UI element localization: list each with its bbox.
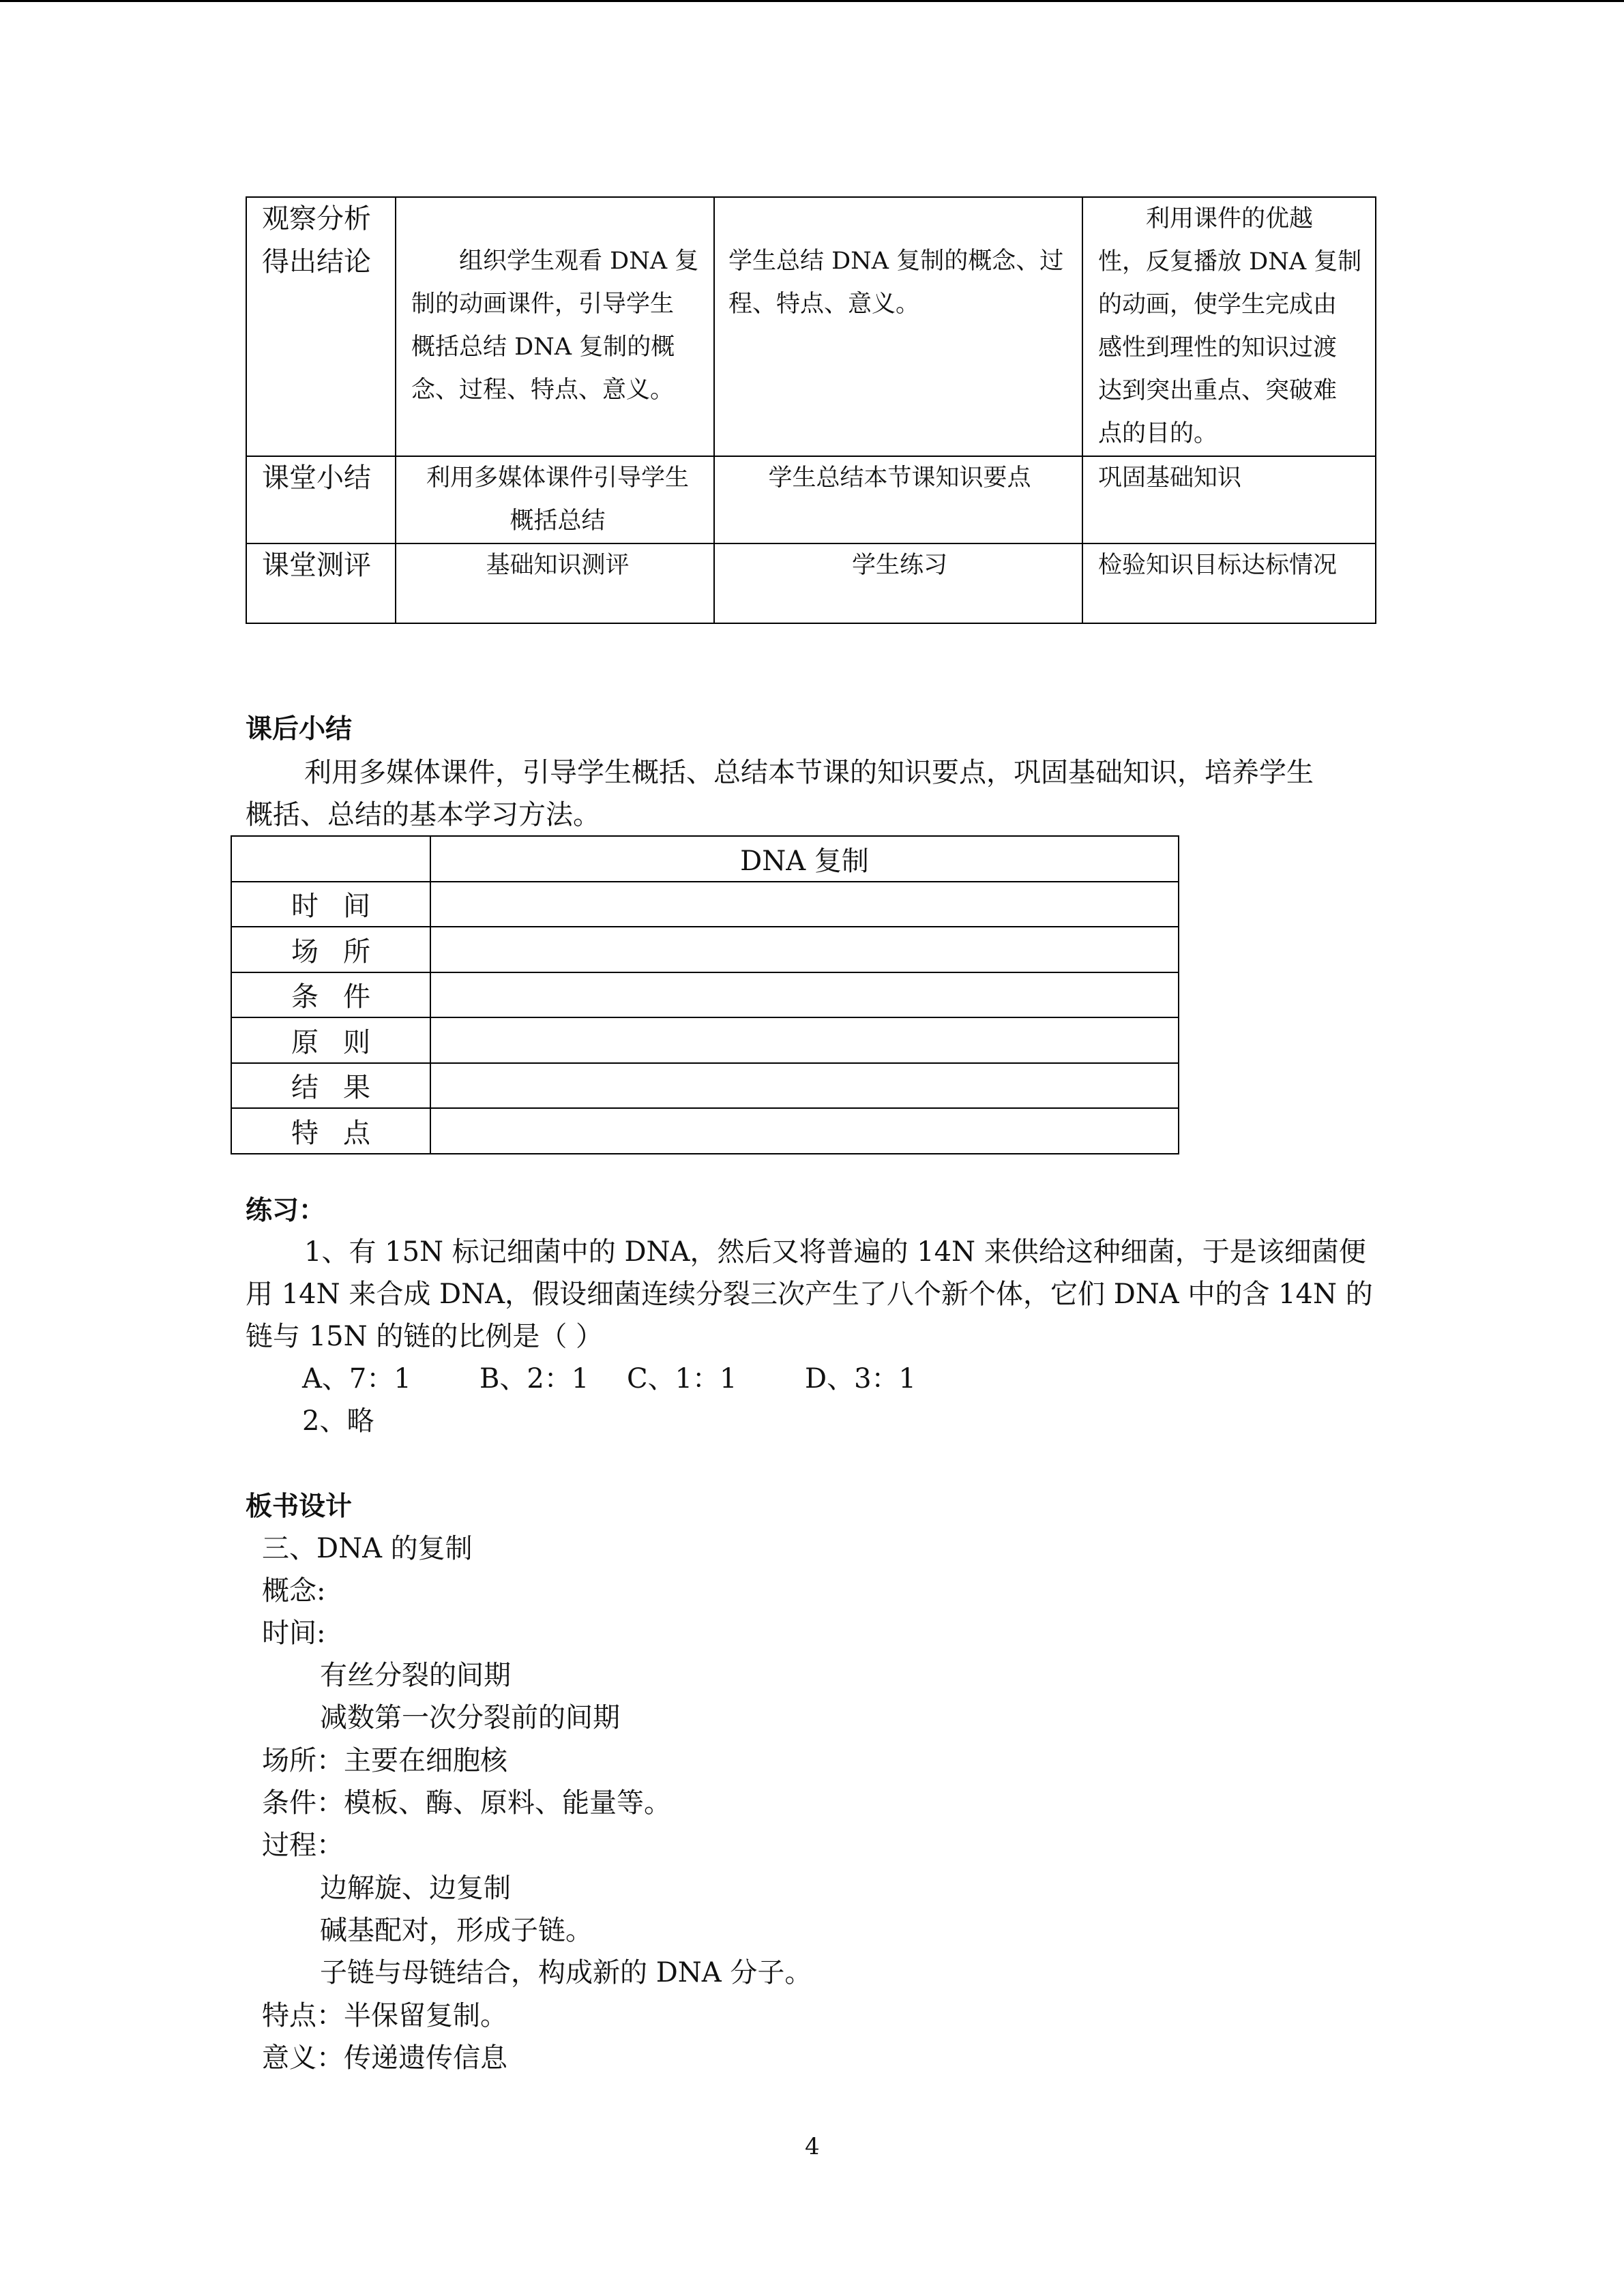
board-line: 时间:	[262, 1617, 326, 1649]
question-line: 1、有 15N 标记细菌中的 DNA，然后又将普遍的 14N 来供给这种细菌，于是该细菌便	[304, 1236, 1366, 1268]
summary-blank-cell	[430, 927, 1179, 972]
design-purpose-line: 利用课件的优越	[1146, 205, 1314, 233]
teacher-activity-line: 念、过程、特点、意义。	[411, 376, 675, 404]
teacher-activity-line: 组织学生观看 DNA 复	[459, 248, 699, 275]
stage-label: 观察分析	[262, 203, 371, 235]
teacher-activity-line: 利用多媒体课件引导学生	[426, 464, 689, 492]
summary-blank-cell	[430, 1108, 1179, 1154]
teacher-activity-line: 概括总结	[510, 507, 606, 535]
summary-row-label: 特点	[231, 1108, 430, 1154]
design-purpose-cell	[1082, 543, 1376, 623]
plan-row-summary	[246, 456, 1376, 543]
summary-corner-cell	[231, 836, 430, 882]
design-purpose-cell	[1082, 197, 1376, 456]
stage-cell	[246, 456, 396, 543]
board-line: 过程：	[262, 1830, 344, 1861]
design-purpose-line: 巩固基础知识	[1098, 464, 1242, 492]
exercise-heading: 练习：	[246, 1195, 326, 1226]
plan-row-assessment	[246, 543, 1376, 623]
board-line: 减数第一次分裂前的间期	[320, 1702, 620, 1733]
summary-blank-cell	[430, 972, 1179, 1018]
stage-label: 得出结论	[262, 246, 371, 278]
stage-cell	[246, 543, 396, 623]
summary-header: DNA 复制	[430, 836, 1179, 882]
stage-label: 课堂小结	[262, 462, 371, 494]
summary-row	[231, 1108, 1179, 1154]
design-purpose-line: 性，反复播放 DNA 复制	[1098, 248, 1362, 275]
summary-row	[231, 1063, 1179, 1109]
design-purpose-line: 的动画，使学生完成由	[1098, 291, 1338, 318]
student-activity-cell	[714, 456, 1082, 543]
question-line: 链与 15N 的链的比例是（ ）	[246, 1321, 604, 1352]
board-line: 场所：主要在细胞核	[262, 1745, 507, 1776]
exercise-question-1	[246, 1231, 1375, 1358]
summary-row-label: 结果	[231, 1063, 430, 1109]
page-number: 4	[805, 2133, 820, 2160]
board-line: 特点：半保留复制。	[262, 2000, 507, 2031]
summary-row	[231, 927, 1179, 972]
design-purpose-line: 点的目的。	[1098, 420, 1218, 447]
teacher-activity-cell	[396, 456, 714, 543]
board-line: 有丝分裂的间期	[320, 1660, 511, 1691]
summary-row-label: 场所	[231, 927, 430, 972]
option-d: D、3：1	[805, 1363, 916, 1395]
student-activity-line: 学生总结 DNA 复制的概念、过	[728, 248, 1064, 275]
summary-blank-cell	[430, 1063, 1179, 1109]
board-line: 碱基配对，形成子链。	[320, 1915, 593, 1946]
summary-header-row	[231, 836, 1179, 882]
student-activity-line: 程、特点、意义。	[728, 290, 920, 318]
after-class-line: 利用多媒体课件，引导学生概括、总结本节课的知识要点，巩固基础知识，培养学生	[304, 757, 1314, 788]
summary-row-label: 原则	[231, 1017, 430, 1063]
board-line: 子链与母链结合，构成新的 DNA 分子。	[320, 1957, 812, 1988]
summary-row	[231, 882, 1179, 927]
plan-row-observe	[246, 197, 1376, 456]
board-design-heading: 板书设计	[246, 1491, 353, 1522]
student-activity-cell	[714, 543, 1082, 623]
after-class-paragraph	[246, 751, 1375, 836]
option-a: A、7：1	[302, 1363, 411, 1395]
teacher-activity-cell	[396, 543, 714, 623]
option-b: B、2：1	[479, 1363, 589, 1395]
teaching-plan-table	[246, 196, 1376, 624]
design-purpose-cell	[1082, 456, 1376, 543]
design-purpose-line: 感性到理性的知识过渡	[1098, 334, 1338, 361]
teacher-activity-line: 制的动画课件，引导学生	[411, 290, 675, 318]
student-activity-line: 学生练习	[851, 552, 947, 579]
after-class-line: 概括、总结的基本学习方法。	[246, 799, 600, 831]
board-line: 条件：模板、酶、原料、能量等。	[262, 1787, 671, 1819]
summary-blank-cell	[430, 1017, 1179, 1063]
after-class-heading: 课后小结	[246, 713, 353, 745]
board-line: 概念:	[262, 1575, 326, 1607]
design-purpose-line: 检验知识目标达标情况	[1098, 552, 1338, 579]
summary-row-label: 条件	[231, 972, 430, 1018]
question-line: 用 14N 来合成 DNA，假设细菌连续分裂三次产生了八个新个体，它们 DNA 中的含 14N 的	[246, 1279, 1373, 1310]
dna-replication-summary-table	[231, 835, 1179, 1154]
exercise-question-2: 2、略	[302, 1405, 374, 1437]
teacher-activity-cell	[396, 197, 714, 456]
summary-row	[231, 1017, 1179, 1063]
teacher-activity-line: 概括总结 DNA 复制的概	[411, 333, 675, 361]
student-activity-cell	[714, 197, 1082, 456]
summary-blank-cell	[430, 882, 1179, 927]
board-line: 三、DNA 的复制	[262, 1533, 473, 1564]
design-purpose-line: 达到突出重点、突破难	[1098, 377, 1338, 404]
summary-row	[231, 972, 1179, 1018]
student-activity-line: 学生总结本节课知识要点	[768, 464, 1031, 492]
option-c: C、1：1	[627, 1363, 737, 1395]
teacher-activity-line: 基础知识测评	[486, 552, 630, 579]
stage-label: 课堂测评	[262, 550, 371, 581]
stage-cell	[246, 197, 396, 456]
summary-row-label: 时间	[231, 882, 430, 927]
board-line: 意义：传递遗传信息	[262, 2042, 507, 2074]
board-line: 边解旋、边复制	[320, 1873, 511, 1904]
top-border-rule	[0, 0, 1624, 2]
